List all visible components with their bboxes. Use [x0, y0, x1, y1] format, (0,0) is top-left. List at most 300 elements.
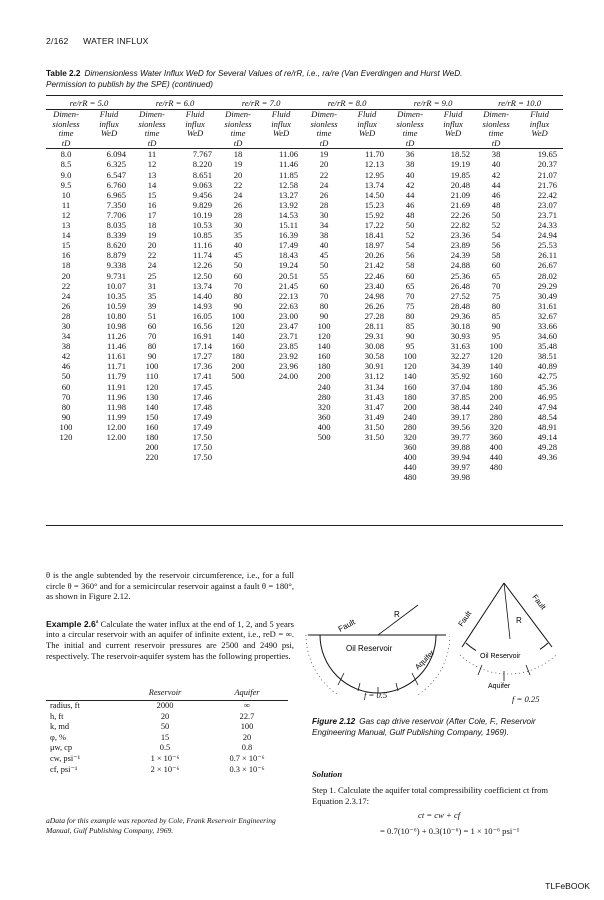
- table-row: [46, 321, 563, 331]
- time-cell: 80: [233, 290, 243, 301]
- time-cell: 22: [319, 169, 329, 180]
- page-header: [46, 36, 161, 46]
- time-cell: 60: [491, 260, 501, 271]
- time-cell: 160: [489, 371, 503, 382]
- influx-cell: 23.47: [278, 320, 299, 331]
- time-cell: 40: [233, 240, 243, 251]
- props-row: [46, 701, 288, 712]
- table-row: [46, 452, 563, 462]
- time-cell: 15: [147, 189, 157, 200]
- time-cell: 100: [403, 351, 417, 362]
- props-row: [46, 722, 288, 733]
- influx-cell: 11.91: [106, 381, 127, 392]
- influx-cell: 11.79: [106, 371, 127, 382]
- influx-cell: 10.53: [192, 220, 213, 231]
- time-cell: [46, 462, 86, 472]
- watermark: TLFeBOOK: [545, 881, 590, 891]
- table-row: [46, 432, 563, 442]
- time-cell: 18: [233, 149, 243, 160]
- influx-cell: 16.91: [192, 331, 213, 342]
- time-cell: 60: [147, 320, 157, 331]
- figure-half-circle: [300, 575, 450, 695]
- props-header: Reservoir: [124, 687, 206, 701]
- property-value: 1 × 10⁻⁶: [150, 753, 180, 763]
- time-cell: 65: [491, 270, 501, 281]
- column-header-influx: WeD: [444, 128, 462, 139]
- time-cell: 24: [61, 290, 71, 301]
- time-cell: 35: [147, 290, 157, 301]
- influx-cell: 31.12: [364, 371, 385, 382]
- influx-cell: 21.69: [450, 199, 471, 210]
- column-header-influx: [258, 139, 304, 149]
- influx-cell: [258, 442, 304, 452]
- influx-cell: 11.99: [106, 411, 127, 422]
- time-cell: 22: [147, 250, 157, 261]
- influx-cell: 8.220: [192, 159, 213, 170]
- influx-cell: 6.965: [106, 189, 127, 200]
- time-cell: 75: [405, 300, 415, 311]
- time-cell: 13: [147, 169, 157, 180]
- influx-cell: 11.85: [279, 169, 299, 180]
- property-value: 50: [160, 722, 170, 732]
- influx-cell: [516, 462, 563, 472]
- time-cell: 48: [491, 199, 501, 210]
- time-cell: 50: [491, 209, 501, 220]
- time-cell: 34: [319, 220, 329, 231]
- time-cell: [218, 462, 258, 472]
- property-value: 100: [240, 722, 254, 732]
- influx-cell: 34.39: [450, 361, 471, 372]
- influx-cell: 9.456: [192, 189, 213, 200]
- influx-cell: 12.50: [192, 270, 213, 281]
- water-influx-table: [46, 98, 563, 482]
- time-cell: 51: [147, 310, 157, 321]
- table-row: [46, 331, 563, 341]
- time-cell: 160: [403, 381, 417, 392]
- time-cell: 48: [405, 209, 415, 220]
- influx-cell: 15.11: [279, 220, 299, 231]
- column-header-influx: Fluid: [99, 109, 119, 119]
- influx-cell: 31.50: [364, 421, 385, 432]
- influx-cell: 10.19: [192, 209, 213, 220]
- figure-label: Figure 2.12: [312, 717, 356, 726]
- table-row: [46, 341, 563, 351]
- fault-label-2: Fault: [530, 592, 548, 612]
- influx-cell: 22.46: [364, 270, 385, 281]
- table-row: [46, 210, 563, 220]
- time-cell: 200: [317, 371, 331, 382]
- table-bottom-rule: [46, 525, 563, 526]
- influx-cell: 37.85: [450, 391, 471, 402]
- time-cell: 280: [317, 391, 331, 402]
- time-cell: 60: [405, 270, 415, 281]
- time-cell: 480: [489, 462, 503, 473]
- property-name: μw, cp: [50, 743, 73, 753]
- influx-cell: 17.41: [192, 371, 213, 382]
- influx-cell: 8.035: [106, 220, 127, 231]
- influx-cell: 21.07: [537, 169, 558, 180]
- table-row: [46, 190, 563, 200]
- time-cell: [132, 472, 172, 482]
- column-header-influx: influx: [443, 118, 463, 129]
- time-cell: [304, 462, 344, 472]
- time-cell: [218, 392, 258, 402]
- table-row: [46, 220, 563, 230]
- influx-cell: 10.85: [192, 230, 213, 241]
- time-cell: 95: [405, 341, 415, 352]
- column-header-influx: WeD: [272, 128, 290, 139]
- time-cell: 58: [491, 250, 501, 261]
- props-header: Aquifer: [206, 687, 288, 701]
- table-row: [46, 442, 563, 452]
- column-header-time: Dimen-: [139, 109, 165, 119]
- influx-cell: 12.00: [106, 421, 127, 432]
- r-label: R: [394, 610, 400, 619]
- influx-cell: 8.620: [106, 240, 127, 251]
- influx-cell: 19.65: [537, 149, 558, 160]
- table-caption-text: Dimensionless Water Influx WeD for Several Values of re/rR, i.e., ra/re (Van Everdingen and Hurst WeD.: [84, 69, 463, 78]
- influx-cell: 17.50: [192, 442, 213, 453]
- influx-cell: 23.85: [278, 341, 299, 352]
- influx-cell: 10.35: [106, 290, 127, 301]
- time-cell: [218, 412, 258, 422]
- time-cell: 42: [491, 169, 501, 180]
- time-cell: 150: [145, 411, 159, 422]
- column-header-time: tD: [476, 139, 516, 149]
- influx-cell: 14.53: [278, 209, 299, 220]
- time-cell: 52: [405, 230, 415, 241]
- influx-cell: 11.26: [106, 331, 127, 342]
- influx-cell: 23.71: [537, 209, 558, 220]
- influx-cell: 11.06: [279, 149, 299, 160]
- time-cell: 120: [59, 432, 73, 442]
- table-row: [46, 301, 563, 311]
- time-cell: 35: [233, 230, 243, 241]
- influx-cell: 30.93: [450, 331, 471, 342]
- r-label-2: R: [516, 616, 522, 625]
- column-header-time: Dimen-: [53, 109, 79, 119]
- time-cell: 28: [61, 310, 71, 321]
- influx-cell: 33.66: [537, 320, 558, 331]
- influx-cell: 11.46: [279, 159, 299, 170]
- influx-cell: 6.547: [106, 169, 127, 180]
- column-header-influx: WeD: [531, 128, 548, 139]
- influx-cell: 24.39: [450, 250, 471, 261]
- influx-cell: 16.56: [192, 320, 213, 331]
- influx-cell: 9.338: [106, 260, 127, 271]
- table-row: [46, 250, 563, 260]
- influx-cell: 13.74: [364, 179, 385, 190]
- radius-line-2: [504, 583, 510, 639]
- influx-cell: 23.40: [364, 280, 385, 291]
- influx-cell: 19.24: [278, 260, 299, 271]
- influx-cell: [344, 462, 390, 472]
- influx-cell: 24.33: [537, 220, 558, 231]
- time-cell: 24: [233, 189, 243, 200]
- time-cell: 16: [147, 199, 157, 210]
- influx-cell: 17.49: [278, 240, 299, 251]
- influx-cell: 17.27: [192, 351, 213, 362]
- table-row: [46, 281, 563, 291]
- props-header: [46, 687, 124, 701]
- fault-label: Fault: [336, 617, 357, 634]
- column-header-time: tD: [218, 139, 258, 149]
- time-cell: 19: [319, 149, 329, 160]
- property-value: 0.5: [159, 743, 171, 753]
- time-cell: 38: [491, 149, 501, 160]
- influx-cell: 32.67: [537, 310, 558, 321]
- time-cell: 24: [319, 179, 329, 190]
- influx-cell: 35.48: [537, 341, 558, 352]
- influx-cell: 13.27: [278, 189, 299, 200]
- influx-cell: 10.59: [106, 300, 127, 311]
- figure-left-fraction: f = 0.5: [364, 690, 388, 700]
- influx-cell: 21.09: [450, 189, 471, 200]
- influx-cell: 26.67: [537, 260, 558, 271]
- column-header-time: sionless: [482, 118, 510, 129]
- influx-cell: 23.96: [278, 361, 299, 372]
- column-header-time: Dimen-: [311, 109, 337, 119]
- time-cell: 18: [147, 220, 157, 231]
- time-cell: 120: [231, 320, 245, 331]
- time-cell: 30: [233, 220, 243, 231]
- time-cell: [46, 442, 86, 452]
- influx-cell: 30.08: [364, 341, 385, 352]
- influx-cell: 49.28: [537, 442, 558, 453]
- column-header-influx: [516, 139, 563, 149]
- influx-cell: 48.54: [537, 411, 558, 422]
- time-cell: [218, 442, 258, 452]
- influx-cell: 21.45: [278, 280, 299, 291]
- influx-cell: [258, 392, 304, 402]
- time-cell: 180: [317, 361, 331, 372]
- influx-cell: 24.00: [278, 371, 299, 382]
- table-row: [46, 149, 563, 160]
- influx-cell: 19.85: [450, 169, 471, 180]
- influx-cell: 7.767: [192, 149, 213, 160]
- time-cell: 280: [403, 421, 417, 432]
- influx-cell: 40.89: [537, 361, 558, 372]
- column-header-time: tD: [390, 139, 430, 149]
- time-cell: 24: [147, 260, 157, 271]
- influx-cell: [344, 442, 390, 452]
- influx-cell: 23.00: [278, 310, 299, 321]
- time-cell: 480: [403, 472, 417, 483]
- time-cell: [218, 472, 258, 482]
- table-caption-line2: Permission to publish by the SPE) (continued): [46, 80, 214, 89]
- time-cell: 160: [317, 351, 331, 362]
- influx-cell: 17.50: [192, 452, 213, 463]
- influx-cell: [258, 382, 304, 392]
- time-cell: 9.5: [60, 179, 72, 190]
- influx-cell: 27.52: [450, 290, 471, 301]
- influx-cell: 13.74: [192, 280, 213, 291]
- time-cell: 70: [233, 280, 243, 291]
- time-cell: 50: [233, 260, 243, 271]
- group-header: re/rR = 9.0: [390, 98, 476, 110]
- time-cell: 440: [489, 452, 503, 463]
- influx-cell: 11.74: [193, 250, 213, 261]
- props-row: [46, 754, 288, 765]
- influx-cell: 12.13: [364, 159, 385, 170]
- time-cell: 75: [491, 290, 501, 301]
- influx-cell: 29.36: [450, 310, 471, 321]
- column-header-time: time: [58, 128, 74, 139]
- time-cell: 240: [317, 381, 331, 392]
- time-cell: 50: [61, 371, 71, 382]
- column-header-influx: influx: [185, 118, 205, 129]
- table-row: [46, 361, 563, 371]
- influx-cell: [344, 472, 390, 482]
- time-cell: 70: [61, 391, 71, 402]
- group-header: re/rR = 10.0: [476, 98, 563, 110]
- time-cell: 19: [233, 159, 243, 170]
- time-cell: 26: [233, 199, 243, 210]
- time-cell: 100: [59, 421, 73, 432]
- influx-cell: 45.36: [537, 381, 558, 392]
- column-header-time: sionless: [310, 118, 338, 129]
- table-row: [46, 180, 563, 190]
- time-cell: 55: [319, 270, 329, 281]
- example-footnote-mark: a: [95, 619, 99, 625]
- influx-cell: [172, 472, 218, 482]
- time-cell: 8.0: [60, 149, 72, 160]
- table-row: [46, 472, 563, 482]
- table-row: [46, 371, 563, 381]
- time-cell: 40: [491, 159, 501, 170]
- time-cell: 160: [231, 341, 245, 352]
- influx-cell: 25.36: [450, 270, 471, 281]
- column-header-time: Dimen-: [397, 109, 423, 119]
- figure-quarter-circle: [452, 575, 562, 695]
- influx-cell: 17.36: [192, 361, 213, 372]
- influx-cell: 6.325: [106, 159, 127, 170]
- influx-cell: 15.92: [364, 209, 385, 220]
- example-text: Calculate the water influx at the end of 1, 2, and 5 years into a circular reservoir with an aquifer of infinite extent, i.e., reD = ∞. The initial and current reservoir pressures are 2500 and 2490 psi, respectively. The reservoir-aquifer system has the following properties.: [46, 618, 294, 661]
- time-cell: 46: [491, 189, 501, 200]
- time-cell: 140: [489, 361, 503, 372]
- time-cell: 240: [489, 401, 503, 412]
- time-cell: [218, 382, 258, 392]
- influx-cell: 22.42: [537, 189, 558, 200]
- influx-cell: 48.91: [537, 421, 558, 432]
- time-cell: 100: [231, 310, 245, 321]
- time-cell: 56: [405, 250, 415, 261]
- time-cell: 20: [319, 159, 329, 170]
- time-cell: 360: [403, 442, 417, 453]
- column-header-time: Dimen-: [225, 109, 251, 119]
- influx-cell: 11.96: [106, 391, 127, 402]
- time-cell: 65: [405, 280, 415, 291]
- column-header-influx: WeD: [100, 128, 118, 139]
- time-cell: 320: [489, 421, 503, 432]
- time-cell: 80: [319, 300, 329, 311]
- aquifer-label-2: Aquifer: [488, 683, 511, 690]
- time-cell: 200: [403, 401, 417, 412]
- influx-cell: 11.98: [106, 401, 127, 412]
- time-cell: [218, 432, 258, 442]
- time-cell: 160: [145, 421, 159, 432]
- time-cell: 80: [147, 341, 157, 352]
- influx-cell: [172, 462, 218, 472]
- time-cell: 95: [491, 331, 501, 342]
- time-cell: 44: [405, 189, 415, 200]
- time-cell: 120: [403, 361, 417, 372]
- influx-cell: 22.63: [278, 300, 299, 311]
- influx-cell: 49.36: [537, 452, 558, 463]
- influx-cell: 15.23: [364, 199, 385, 210]
- time-cell: 400: [403, 452, 417, 463]
- time-cell: 18: [61, 260, 71, 271]
- time-cell: 70: [319, 290, 329, 301]
- time-cell: [46, 472, 86, 482]
- running-title: WATER INFLUX: [83, 36, 149, 46]
- influx-cell: 17.22: [364, 220, 385, 231]
- column-header-time: tD: [132, 139, 172, 149]
- time-cell: 90: [61, 411, 71, 422]
- time-cell: 70: [405, 290, 415, 301]
- property-name: cw, psi⁻¹: [50, 753, 81, 763]
- time-cell: 60: [233, 270, 243, 281]
- table-row: [46, 291, 563, 301]
- column-header-influx: Fluid: [185, 109, 205, 119]
- page-number: 2/162: [46, 36, 69, 46]
- time-cell: [218, 422, 258, 432]
- influx-cell: 17.45: [192, 381, 213, 392]
- time-cell: 60: [319, 280, 329, 291]
- time-cell: 22: [61, 280, 71, 291]
- influx-cell: 34.60: [537, 331, 558, 342]
- property-name: φ, %: [50, 732, 66, 742]
- time-cell: 42: [405, 179, 415, 190]
- influx-cell: 14.50: [364, 189, 385, 200]
- time-cell: 360: [489, 432, 503, 442]
- table-row: [46, 230, 563, 240]
- time-cell: [476, 472, 516, 482]
- time-cell: 58: [405, 260, 415, 271]
- influx-cell: 11.70: [365, 149, 385, 160]
- influx-cell: 23.89: [450, 240, 471, 251]
- time-cell: 130: [145, 391, 159, 402]
- column-header-time: sionless: [224, 118, 252, 129]
- table-row: [46, 271, 563, 281]
- time-cell: 100: [317, 320, 331, 331]
- column-header-influx: influx: [529, 118, 550, 129]
- column-header-time: time: [144, 128, 160, 139]
- props-row: [46, 765, 288, 776]
- column-header-influx: [430, 139, 476, 149]
- property-value: 2000: [156, 701, 174, 710]
- influx-cell: [258, 432, 304, 442]
- influx-cell: 17.48: [192, 401, 213, 412]
- influx-cell: 32.27: [450, 351, 471, 362]
- equation-1: ct = cw + cf: [418, 810, 461, 820]
- influx-cell: [86, 462, 132, 472]
- time-cell: 9.0: [60, 169, 72, 180]
- influx-cell: 31.49: [364, 411, 385, 422]
- theta-paragraph: θ is the angle subtended by the reservoir circumference, i.e., for a full circle θ = 360° and for a semicircular reservoir against a fault θ = 180°, as shown in Figure 2.12.: [46, 570, 294, 602]
- influx-cell: 37.04: [450, 381, 471, 392]
- time-cell: 90: [147, 351, 157, 362]
- time-cell: 30: [61, 320, 71, 331]
- column-header-time: tD: [46, 139, 86, 149]
- time-cell: 38: [319, 230, 329, 241]
- example-label: Example 2.6: [46, 618, 96, 629]
- time-cell: [132, 462, 172, 472]
- group-header: re/rR = 8.0: [304, 98, 390, 110]
- props-row: [46, 743, 288, 754]
- influx-cell: 20.48: [450, 179, 471, 190]
